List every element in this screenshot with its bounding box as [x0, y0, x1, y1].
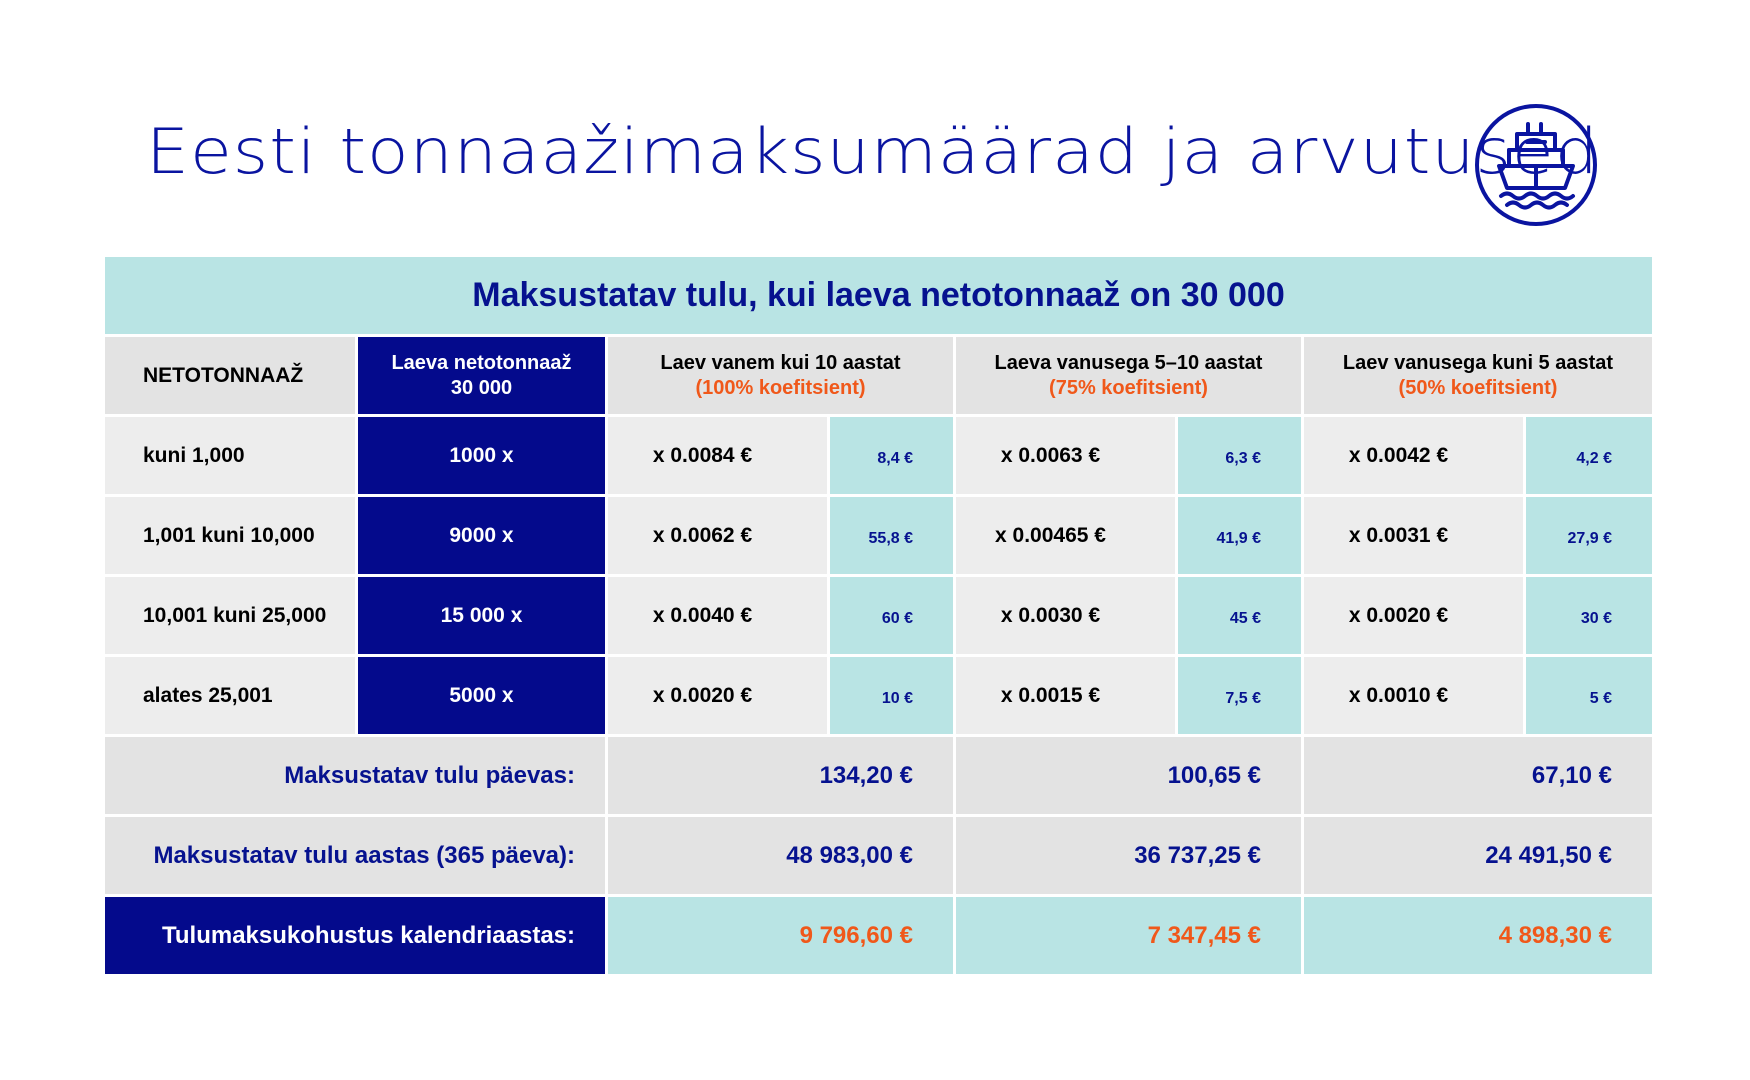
- table-row: [105, 417, 1652, 497]
- result-cell: 30 €: [1526, 577, 1652, 657]
- tonnage-cell: 1000 x: [358, 417, 608, 497]
- header-group-coefficient: (50% koefitsient): [1398, 376, 1558, 399]
- result-cell: 10 €: [830, 657, 956, 737]
- table-banner: Maksustatav tulu, kui laeva netotonnaaž on 30 000: [105, 257, 1652, 337]
- tonnage-cell: 5000 x: [358, 657, 608, 737]
- header-col1-label: NETOTONNAAŽ: [143, 363, 304, 387]
- result-cell: 7,5 €: [1178, 657, 1304, 737]
- tax-liability-value: 7 347,45 €: [956, 897, 1304, 977]
- daily-income-label-cell: [105, 737, 608, 817]
- tonnage-cell: 15 000 x: [358, 577, 608, 657]
- result-cell: 6,3 €: [1178, 417, 1304, 497]
- table-row: [105, 497, 1652, 577]
- tonnage-cell: 9000 x: [358, 497, 608, 577]
- tax-liability-value: 9 796,60 €: [608, 897, 956, 977]
- yearly-income-row: [105, 817, 1652, 897]
- result-cell: 5 €: [1526, 657, 1652, 737]
- rate-cell: x 0.00465 €: [956, 497, 1178, 577]
- table-row: [105, 657, 1652, 737]
- result-cell: 60 €: [830, 577, 956, 657]
- tax-table: [105, 257, 1652, 977]
- header-col2-line1: Laeva netotonnaaž: [391, 351, 572, 374]
- header-group-1: [608, 337, 956, 417]
- tax-liability-label: Tulumaksukohustus kalendriaastas:: [161, 921, 575, 949]
- rate-cell: x 0.0020 €: [1304, 577, 1526, 657]
- result-cell: 27,9 €: [1526, 497, 1652, 577]
- yearly-income-label: Maksustatav tulu aastas (365 päeva):: [153, 841, 575, 869]
- table-row: [105, 577, 1652, 657]
- header-row: [105, 337, 1652, 417]
- rate-cell: x 0.0030 €: [956, 577, 1178, 657]
- result-cell: 45 €: [1178, 577, 1304, 657]
- rate-cell: x 0.0063 €: [956, 417, 1178, 497]
- header-col2-line2: 30 000: [450, 376, 513, 399]
- daily-income-value: 67,10 €: [1304, 737, 1652, 817]
- range-cell: alates 25,001: [105, 657, 358, 737]
- ship-icon: [1473, 102, 1599, 228]
- result-cell: 4,2 €: [1526, 417, 1652, 497]
- yearly-income-label-cell: [105, 817, 608, 897]
- header-netotonnaaz: [105, 337, 358, 417]
- range-cell: kuni 1,000: [105, 417, 358, 497]
- tax-liability-row: [105, 897, 1652, 977]
- tax-liability-value: 4 898,30 €: [1304, 897, 1652, 977]
- rate-cell: x 0.0084 €: [608, 417, 830, 497]
- range-cell: 10,001 kuni 25,000: [105, 577, 358, 657]
- daily-income-label: Maksustatav tulu päevas:: [284, 761, 575, 789]
- rate-cell: x 0.0040 €: [608, 577, 830, 657]
- rate-cell: x 0.0015 €: [956, 657, 1178, 737]
- header-group-title: Laev vanusega kuni 5 aastat: [1342, 351, 1614, 374]
- tax-liability-label-cell: [105, 897, 608, 977]
- yearly-income-value: 36 737,25 €: [956, 817, 1304, 897]
- rate-cell: x 0.0062 €: [608, 497, 830, 577]
- daily-income-value: 134,20 €: [608, 737, 956, 817]
- header-group-3: [1304, 337, 1652, 417]
- page-title: Eesti tonnaažimaksumäärad ja arvutused: [146, 116, 1599, 189]
- daily-income-row: [105, 737, 1652, 817]
- header-vessel-tonnage: [358, 337, 608, 417]
- header-group-title: Laeva vanusega 5–10 aastat: [994, 351, 1263, 374]
- yearly-income-value: 24 491,50 €: [1304, 817, 1652, 897]
- rate-cell: x 0.0020 €: [608, 657, 830, 737]
- range-cell: 1,001 kuni 10,000: [105, 497, 358, 577]
- header-group-title: Laev vanem kui 10 aastat: [660, 351, 901, 374]
- header-group-2: [956, 337, 1304, 417]
- rate-cell: x 0.0010 €: [1304, 657, 1526, 737]
- daily-income-value: 100,65 €: [956, 737, 1304, 817]
- rate-cell: x 0.0031 €: [1304, 497, 1526, 577]
- result-cell: 41,9 €: [1178, 497, 1304, 577]
- yearly-income-value: 48 983,00 €: [608, 817, 956, 897]
- result-cell: 55,8 €: [830, 497, 956, 577]
- rate-cell: x 0.0042 €: [1304, 417, 1526, 497]
- header-group-coefficient: (75% koefitsient): [1049, 376, 1208, 399]
- header-group-coefficient: (100% koefitsient): [695, 376, 866, 399]
- result-cell: 8,4 €: [830, 417, 956, 497]
